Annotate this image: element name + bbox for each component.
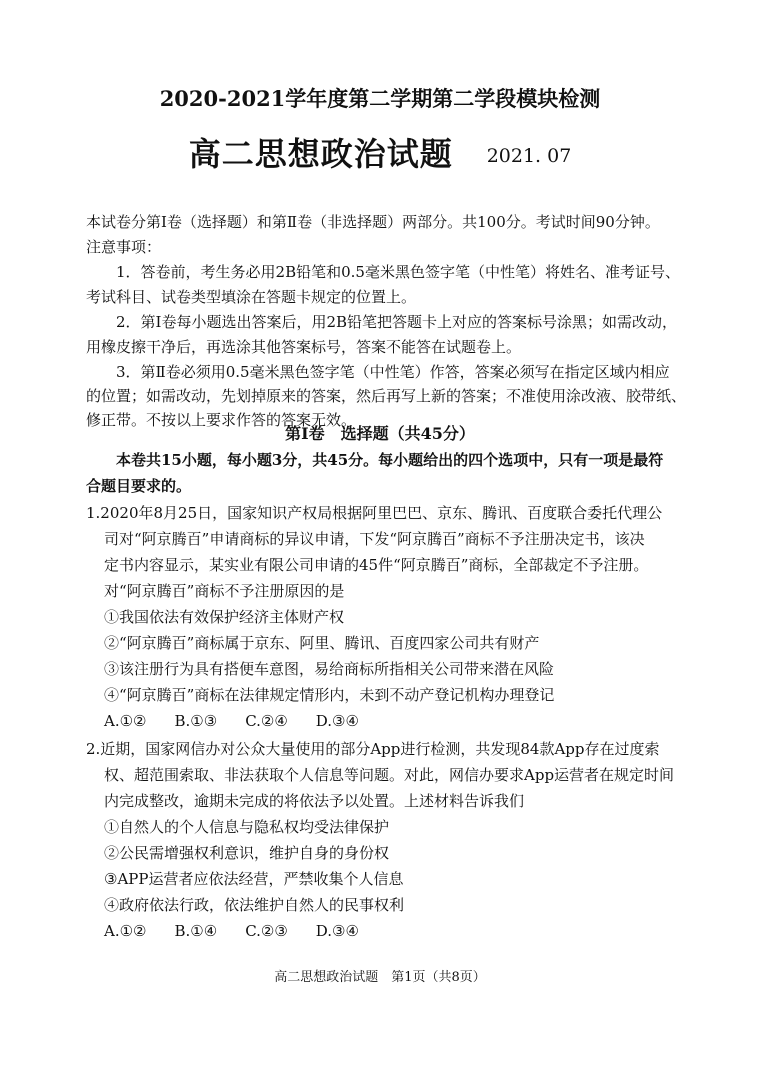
note-3-line-3: 修正带。不按以上要求作答的答案无效。	[86, 411, 357, 429]
q1-item-2: ②“阿京腾百”商标属于京东、阿里、腾讯、百度四家公司共有财产	[104, 634, 540, 652]
q2-item-3: ③APP运营者应依法经营，严禁收集个人信息	[104, 870, 404, 888]
section-desc-line-2: 合题目要求的。	[86, 477, 192, 495]
q1-item-4: ④“阿京腾百”商标在法律规定情形内，未到不动产登记机构办理登记	[104, 686, 555, 704]
q1-stem-line-4: 对“阿京腾百”商标不予注册原因的是	[104, 582, 345, 600]
subject-title: 高二思想政治试题	[188, 135, 453, 173]
note-3-line-2: 的位置；如需改动，先划掉原来的答案，然后再写上新的答案；不准使用涂改液、胶带纸、	[86, 387, 687, 405]
note-1-line-1: 1．答卷前，考生务必用2B铅笔和0.5毫米黑色签字笔（中性笔）将姓名、准考证号、	[116, 263, 680, 281]
q2-option-c[interactable]: C.②③	[245, 922, 288, 940]
intro-line: 本试卷分第Ⅰ卷（选择题）和第Ⅱ卷（非选择题）两部分。共100分。考试时间90分钟。	[86, 213, 660, 231]
q1-stem-line-3: 定书内容显示，某实业有限公司申请的45件“阿京腾百”商标，全部裁定不予注册。	[104, 556, 649, 574]
q2-option-a[interactable]: A.①②	[104, 922, 147, 940]
q1-option-d[interactable]: D.③④	[315, 712, 359, 730]
exam-title: 2020-2021学年度第二学期第二学段模块检测	[159, 86, 601, 111]
section-desc-line-1: 本卷共15小题，每小题3分，共45分。每小题给出的四个选项中，只有一项是最符	[116, 451, 664, 469]
q2-stem-line-2: 权、超范围索取、非法获取个人信息等问题。对此，网信办要求App运营者在规定时间	[104, 766, 675, 784]
page-footer: 高二思想政治试题 第1页（共8页）	[274, 970, 486, 985]
subject-header	[0, 134, 760, 180]
note-2-line-1: 2．第Ⅰ卷每小题选出答案后，用2B铅笔把答题卡上对应的答案标号涂黑；如需改动，	[116, 313, 678, 331]
q1-option-a[interactable]: A.①②	[104, 712, 147, 730]
q1-stem-line-2: 司对“阿京腾百”申请商标的异议申请，下发“阿京腾百”商标不予注册决定书，该决	[104, 530, 645, 548]
notice-heading: 注意事项：	[86, 238, 162, 256]
q1-option-b[interactable]: B.①③	[174, 712, 218, 730]
q1-item-1: ①我国依法有效保护经济主体财产权	[104, 608, 345, 626]
q1-item-3: ③该注册行为具有搭便车意图，易给商标所指相关公司带来潜在风险	[104, 660, 555, 678]
q2-item-2: ②公民需增强权利意识，维护自身的身份权	[104, 844, 390, 862]
q1-options	[104, 711, 387, 731]
note-2-line-2: 用橡皮擦干净后，再选涂其他答案标号，答案不能答在试题卷上。	[86, 338, 522, 356]
q2-item-4: ④政府依法行政，依法维护自然人的民事权利	[104, 896, 405, 914]
q1-stem-line-1: 1.2020年8月25日，国家知识产权局根据阿里巴巴、京东、腾讯、百度联合委托代理公	[86, 504, 663, 522]
section-title: 第Ⅰ卷 选择题（共45分）	[285, 424, 475, 443]
q1-option-c[interactable]: C.②④	[245, 712, 288, 730]
q2-stem-line-3: 内完成整改，逾期未完成的将依法予以处置。上述材料告诉我们	[104, 792, 525, 810]
q2-option-b[interactable]: B.①④	[174, 922, 218, 940]
q2-options	[104, 921, 387, 941]
q2-option-d[interactable]: D.③④	[315, 922, 359, 940]
note-3-line-1: 3．第Ⅱ卷必须用0.5毫米黑色签字笔（中性笔）作答，答案必须写在指定区域内相应	[116, 363, 670, 381]
note-1-line-2: 考试科目、试卷类型填涂在答题卡规定的位置上。	[86, 288, 417, 306]
exam-date: 2021. 07	[486, 145, 572, 167]
q2-item-1: ①自然人的个人信息与隐私权均受法律保护	[104, 818, 390, 836]
q2-stem-line-1: 2.近期，国家网信办对公众大量使用的部分App进行检测，共发现84款App存在过度索	[86, 740, 660, 758]
